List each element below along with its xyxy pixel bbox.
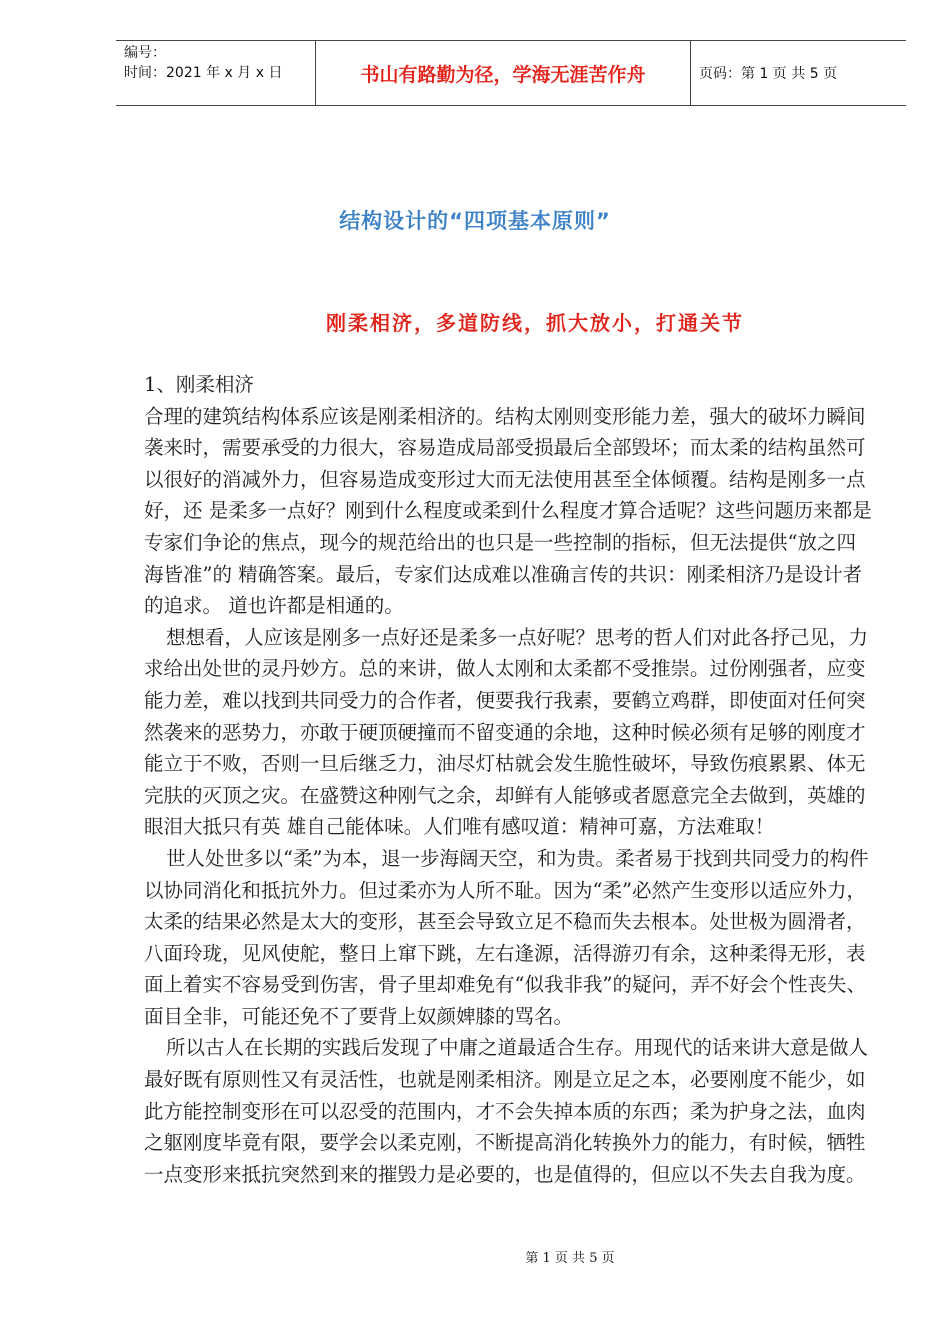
document-title: 结构设计的“四项基本原则”: [339, 209, 611, 233]
page-header: [116, 40, 906, 106]
paragraph-2: 想想看，人应该是刚多一点好还是柔多一点好呢？思考的哲人们对此各抒己见，力求给出处世的灵丹妙方。总的来讲，做人太刚和太柔都不受推崇。过份刚强者，应变能力差，难以找到共同受力的合作者，便要我行我素，要鹤立鸡群，即使面对任何突然袭来的恶势力，亦敢于硬顶硬撞而不留变通的余地，这种时候必须有足够的刚度才能立于不败，否则一旦后继乏力，油尽灯枯就会发生脆性破坏，导致伤痕累累、体无完肤的灭顶之灾。在盛赞这种刚气之余，却鲜有人能够或者愿意完全去做到，英雄的眼泪大抵只有英 雄自己能体味。人们唯有感叹道：精神可嘉，方法难取！: [144, 625, 869, 839]
paragraph-1: 合理的建筑结构体系应该是刚柔相济的。结构太刚则变形能力差，强大的破坏力瞬间袭来时，需要承受的力很大，容易造成局部受损最后全部毁坏；而太柔的结构虽然可以很好的消减外力，但容易造成变形过大而无法使用甚至全体倾覆。结构是刚多一点好，还 是柔多一点好？刚到什么程度或柔到什么程度才算合适呢？这些问题历来都是专家们争论的焦点，现今的规范给出的也只是一些控制的指标，但无法提供“放之四海皆准”的 精确答案。最后，专家们达成难以准确言传的共识：刚柔相济乃是设计者的追求。 道也许都是相通的。: [144, 404, 872, 618]
header-time-label: 时间：2021 年 x 月 x 日: [124, 65, 283, 81]
header-page-info: 页码：第 1 页 共 5 页: [699, 66, 838, 82]
header-meta: [116, 41, 316, 105]
paragraph-3: 世人处世多以“柔”为本，退一步海阔天空，和为贵。柔者易于找到共同受力的构件以协同消化和抵抗外力。但过柔亦为人所不耻。因为“柔”必然产生变形以适应外力，太柔的结果必然是太大的变形，甚至会导致立足不稳而失去根本。处世极为圆滑者，八面玲珑，见风使舵，整日上窜下跳，左右逢源，活得游刃有余，这种柔得无形，表面上着实不容易受到伤害，骨子里却难免有“似我非我”的疑问，弄不好会个性丧失、面目全非，可能还免不了要背上奴颜婢膝的骂名。: [144, 846, 869, 1028]
section-heading: 1、刚柔相济: [144, 373, 254, 396]
header-number-label: 编号：: [124, 45, 166, 61]
header-motto: 书山有路勤为径，学海无涯苦作舟: [316, 41, 691, 105]
paragraph-4: 所以古人在长期的实践后发现了中庸之道最适合生存。用现代的话来讲大意是做人最好既有原则性又有灵活性，也就是刚柔相济。刚是立足之本，必要刚度不能少，如此方能控制变形在可以忍受的范围内，才不会失掉本质的东西；柔为护身之法，血肉之躯刚度毕竟有限，要学会以柔克刚，不断提高消化转换外力的能力，有时候，牺牲一点变形来抵抗突然到来的摧毁力是必要的，也是值得的，但应以不失去自我为度。: [144, 1036, 869, 1186]
document-subtitle: 刚柔相济，多道防线，抓大放小，打通关节: [326, 311, 744, 335]
document-body: [144, 369, 874, 1190]
page-footer: 第 1 页 共 5 页: [525, 1251, 615, 1266]
